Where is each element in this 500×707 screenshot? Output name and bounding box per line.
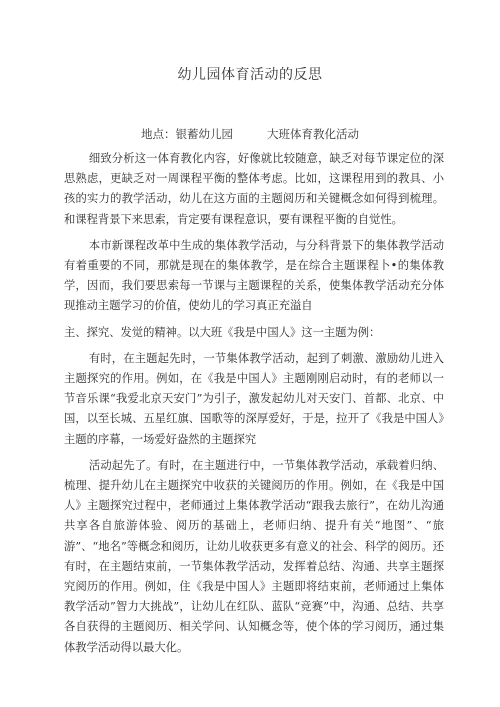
paragraph-2: 本市新课程改革中生成的集体教学活动，与分科背景下的集体教学活动有着重要的不同，那就是现在的集体教学，是在综合主题课程卜•的集体教学，因而，我们要思索每一节课与主题课程的关系，使集体教学活动充分体现推动主题学习的价值，使幼儿的学习真正充溢自 (64, 238, 444, 313)
paragraph-4: 有时，在主题起先时，一节集体教学活动，起到了刺激、激励幼儿进入主题探究的作用。例如，在《我是中国人》主题刚刚启动时，有的老师以一节音乐课“我爱北京天安门”为引子，激发起幼儿对天安门、首都、北京、中国，以至长城、五星红旗、国歌等的深厚爱好，于是，拉开了《我是中国人》主题的序幕，一场爱好盎然的主题探究 (64, 351, 444, 446)
class-activity-label: 大班体育教化活动 (267, 127, 359, 141)
location-label: 地点：银蓄幼儿园 (141, 127, 233, 141)
paragraph-5: 活动起先了。有时，在主题进行中，一节集体教学活动，承载着归纳、梳理、提升幼儿在主题探究中收获的关键阅历的作用。例如，在《我是中国人》主题探究过程中，老师通过上集体教学活动“跟我去旅行”，在幼儿沟通共享各自旅游体验、阅历的基础上，老师归纳、提升有关“地图”、“旅游”、“地名”等概念和阅历，让幼儿收获更多有意义的社会、科学的阅历。还有时，在主题结束前，一节集体教学活动，发挥着总结、沟通、共享主题探究阅历的作用。例如，住《我是中国人》主题即将结束前，老师通过上集体教学活动”智力大挑战”，让幼儿在红队、蓝队“竞赛”中，沟通、总结、共享各自获得的主题阅历、相关学问、认知概念等，使个体的学习阅历，通过集体教学活动得以最大化。 (64, 458, 444, 654)
paragraph-1: 细致分析这一体育教化内容，好像就比较随意，缺乏对每节课定位的深思熟虑，更缺乏对一周课程平衡的整体考虑。比如，这课程用到的教具、小孩的实力的教学活动，幼儿在这方面的主题阅历和关键概念如何得到梳理。和课程背景下来思索，肯定要有课程意识，要有课程平衡的自觉性。 (64, 152, 444, 226)
document-title: 幼儿园体育活动的反思 (177, 67, 323, 83)
document-subtitle (0, 126, 500, 142)
document-body (64, 149, 444, 664)
paragraph-3: 主、探究、发觉的精神。以大班《我是中国人》这一主题为例： (64, 325, 381, 339)
